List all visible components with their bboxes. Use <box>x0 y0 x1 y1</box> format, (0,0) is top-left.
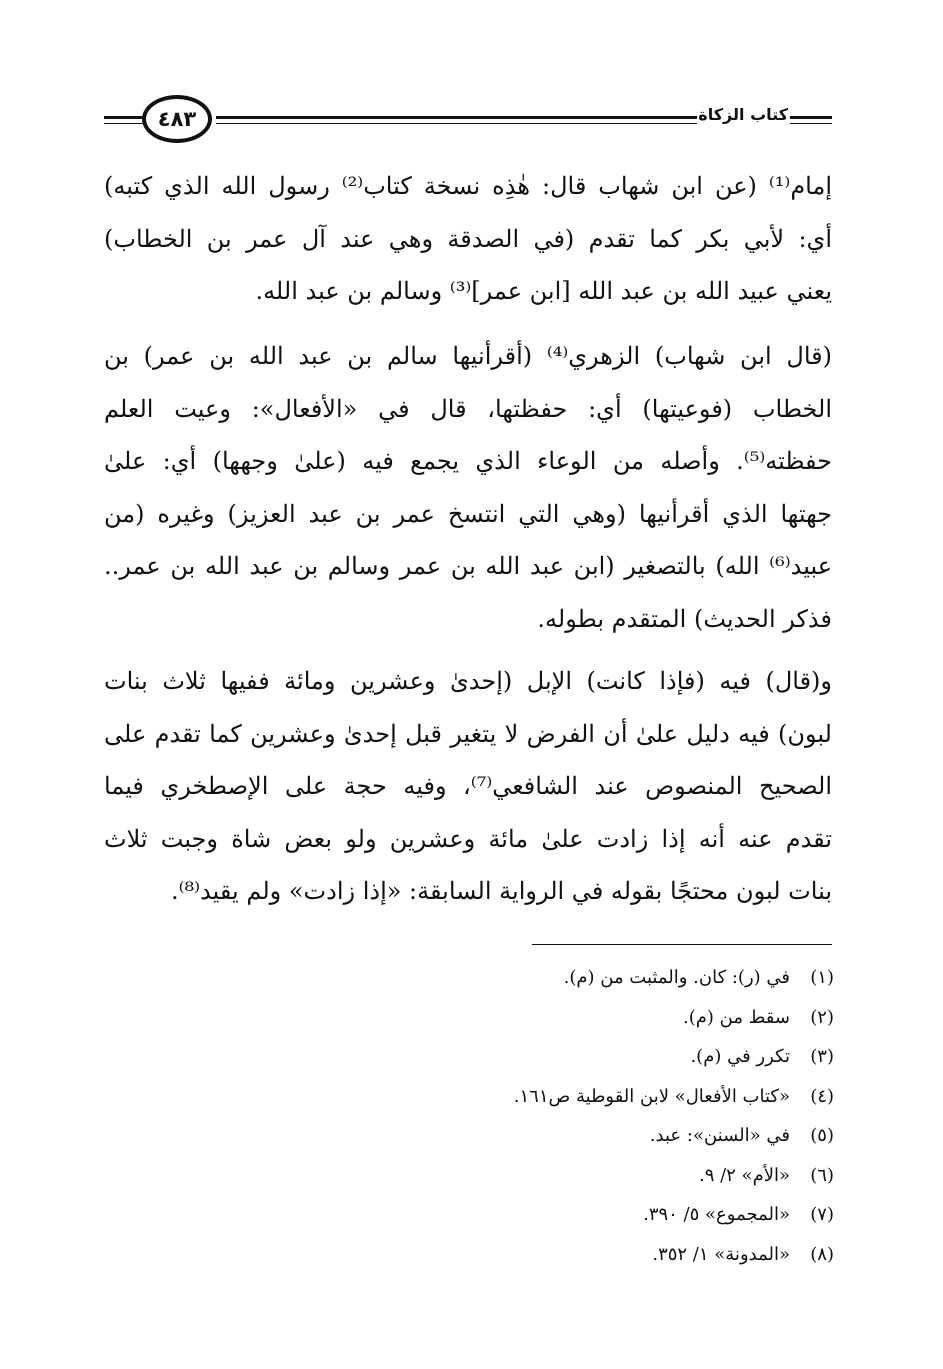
text-line: عبيد⁽⁶⁾ الله) بالتصغير (ابن عبد الله بن عمر وسالم بن عبد الله بن عمر.. <box>104 552 832 580</box>
footnote-text: في (ر): كان. والمثبت من (م). <box>563 967 790 988</box>
footnote <box>104 958 834 998</box>
text-line: الصحيح المنصوص عند الشافعي⁽⁷⁾، وفيه حجة على الإصطخري فيما <box>104 772 832 800</box>
text-line: إمام⁽¹⁾ (عن ابن شهاب قال: هٰذِه نسخة كتاب⁽²⁾ رسول الله الذي كتبه) <box>104 172 832 200</box>
footnote-number: (٧) <box>810 1204 834 1225</box>
footnote <box>104 1077 834 1117</box>
running-title: كتاب الزكاة <box>698 105 788 124</box>
footnote-text: «الأم» ٢/ ٩. <box>698 1164 790 1186</box>
header-rule <box>216 123 697 124</box>
page-header <box>104 94 832 154</box>
text-line: يعني عبيد الله بن عبد الله [ابن عمر]⁽³⁾ وسالم بن عبد الله. <box>255 277 832 305</box>
paragraph-1 <box>104 160 832 318</box>
text-line: (قال ابن شهاب) الزهري⁽⁴⁾ (أقرأنيها سالم بن عبد الله بن عمر) بن <box>104 342 832 370</box>
footnote-number: (٦) <box>810 1164 834 1186</box>
footnote <box>104 1156 834 1196</box>
text-line: الخطاب (فوعيتها) أي: حفظتها، قال في «الأفعال»: وعيت العلم <box>104 394 832 423</box>
footnotes <box>104 958 834 1274</box>
footnote-text: سقط من (م). <box>683 1006 790 1028</box>
header-rule <box>790 123 832 124</box>
footnote-number: (٢) <box>810 1006 834 1028</box>
text-line: أي: لأبي بكر كما تقدم (في الصدقة وهي عند آل عمر بن الخطاب) <box>104 224 832 253</box>
text-line: تقدم عنه أنه إذا زادت علىٰ مائة وعشرين ولو بعض شاة وجبت ثلاث <box>104 824 832 853</box>
text-line: لبون) فيه دليل علىٰ أن الفرض لا يتغير قبل إحدىٰ وعشرين كما تقدم على <box>104 719 832 748</box>
text-line: جهتها الذي أقرأنيها (وهي التي انتسخ عمر بن عبد العزيز) وغيره (من <box>104 499 832 528</box>
footnote <box>104 998 834 1038</box>
footnote <box>104 1235 834 1275</box>
header-rule <box>216 116 697 119</box>
footnote-number: (١) <box>810 967 834 988</box>
footnote <box>104 1037 834 1077</box>
text-line: حفظته⁽⁵⁾. وأصله من الوعاء الذي يجمع فيه (علىٰ وجهها) أي: علىٰ <box>104 447 832 475</box>
footnote-number: (٥) <box>810 1125 834 1146</box>
footnote-text: في «السنن»: عبد. <box>649 1125 790 1146</box>
header-rule <box>790 116 832 119</box>
header-rule <box>104 123 148 124</box>
footnote-text: «المدونة» ١/ ٣٥٢. <box>652 1243 790 1265</box>
paragraph-2 <box>104 330 832 645</box>
page-number-badge: ٤٨٣ <box>142 95 212 143</box>
footnote <box>104 1116 834 1156</box>
footnote-text: «المجموع» ٥/ ٣٩٠. <box>643 1204 790 1225</box>
footnote-text: تكرر في (م). <box>690 1046 790 1067</box>
footnote-text: «كتاب الأفعال» لابن القوطية ص١٦١. <box>513 1085 790 1107</box>
footnote-number: (٨) <box>810 1243 834 1265</box>
text-line: بنات لبون محتجًا بقوله في الرواية السابقة: «إذا زادت» ولم يقيد⁽⁸⁾. <box>171 877 832 905</box>
footnote-separator <box>532 944 832 945</box>
footnote-number: (٣) <box>810 1046 834 1067</box>
footnote-number: (٤) <box>810 1085 834 1107</box>
paragraph-3 <box>104 655 832 918</box>
text-line: و(قال) فيه (فإذا كانت) الإبل (إحدىٰ وعشرين ومائة ففيها ثلاث بنات <box>104 667 832 695</box>
text-line: فذكر الحديث) المتقدم بطوله. <box>537 604 832 633</box>
footnote <box>104 1195 834 1235</box>
